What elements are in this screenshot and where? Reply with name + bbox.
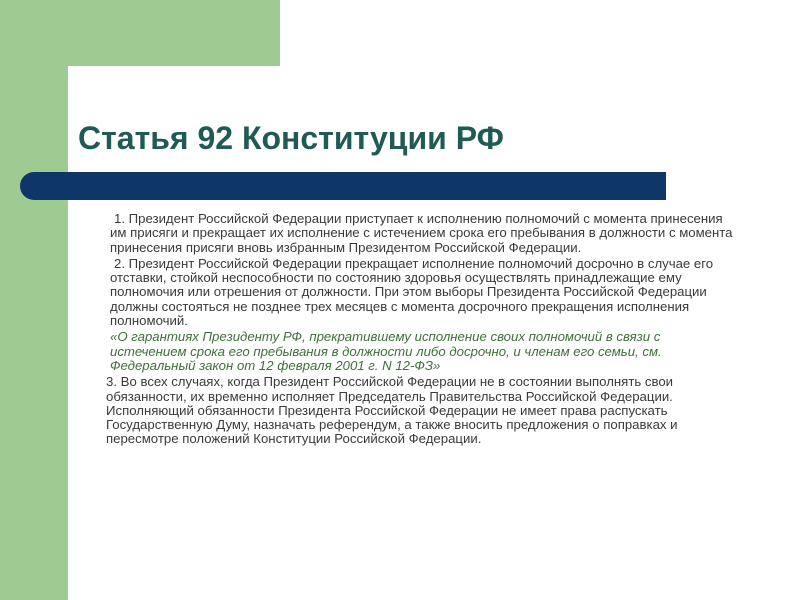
slide-title: Статья 92 Конституции РФ	[78, 120, 504, 156]
slide-body	[106, 211, 740, 449]
law-reference-note: «О гарантиях Президенту РФ, прекратившему исполнение своих полномочий в связи с истечением срока его пребывания в должности либо досрочно, и членам его семьи, см. Федеральный закон от 12 февраля 2001 г. N 12-ФЗ»	[110, 329, 662, 373]
paragraph-2: 2. Президент Российской Федерации прекращает исполнение полномочий досрочно в случае его отставки, стойкой неспособности по состоянию здоровья осуществлять принадлежащие ему полномочия или отрешения от должности. При этом выборы Президента Российской Федерации должны состояться не позднее трех месяцев с момента досрочного прекращения исполнения полномочий.	[110, 255, 714, 329]
paragraph-1: 1. Президент Российской Федерации приступает к исполнению полномочий с момента принесения им присяги и прекращает их исполнение с истечением срока его пребывания в должности с момента принесения присяги вновь избранным Президентом Российской Федерации.	[110, 211, 733, 255]
paragraph-3: 3. Во всех случаях, когда Президент Российской Федерации не в состоянии выполнять свои обязанности, их временно исполняет Председатель Правительства Российской Федерации. Исполняющий обязанности Президента Российской Федерации не имеет права распускать Государственную Думу, назначать референдум, а также вносить предложения о поправках и пересмотре положений Конституции Российской Федерации.	[106, 374, 678, 447]
title-underline-bar	[20, 172, 666, 200]
decorative-green-side-band	[0, 0, 68, 600]
decorative-green-top-band	[0, 0, 280, 66]
